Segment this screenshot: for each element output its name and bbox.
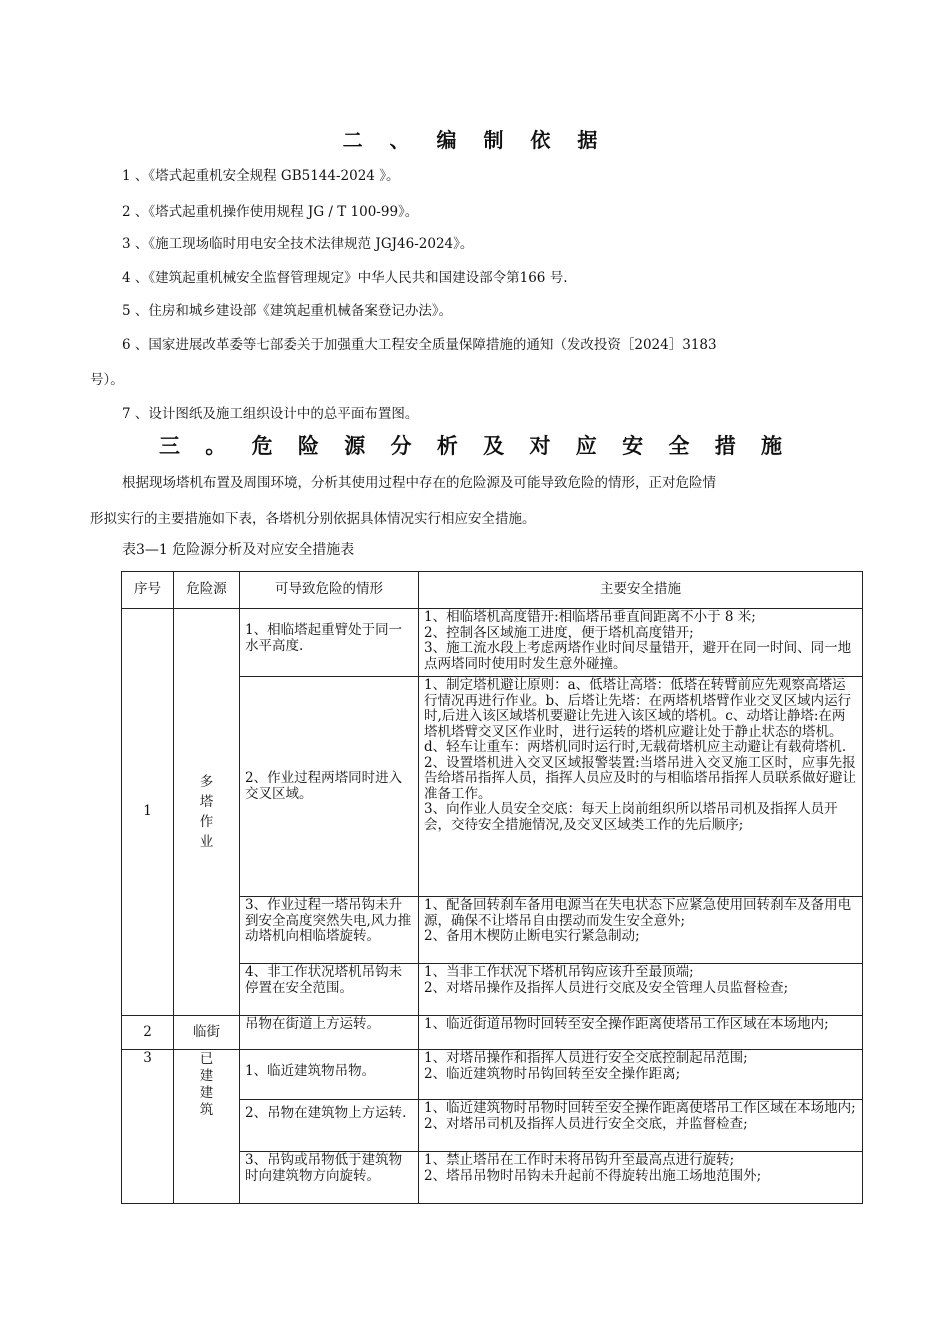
measure-item: 2、塔吊吊物时吊钩未升起前不得旋转出施工场地范围外; xyxy=(424,1167,762,1184)
measure-item: 2、临近建筑物时吊钩回转至安全操作距离; xyxy=(424,1065,681,1082)
intro-paragraph-line-2: 形拟实行的主要措施如下表，各塔机分别依据具体情况实行相应安全措施。 xyxy=(90,511,536,527)
measure-item: 1、配备回转刹车备用电源当在失电状态下应紧急使用回转刹车及备用电源，确保不让塔吊自由摆动而发生安全意外; xyxy=(424,897,852,929)
reference-6-line-2: 号）。 xyxy=(90,372,124,388)
hazard-source: 已建建筑 xyxy=(174,1050,240,1204)
measure-item: 1、临近街道吊物时回转至安全操作距离使塔吊工作区域在本场地内; xyxy=(424,1016,829,1032)
section-3-title: 三 。 危 险 源 分 析 及 对 应 安 全 措 施 xyxy=(158,434,792,458)
measure-item: 1、对塔吊操作和指挥人员进行安全交底控制起吊范围; xyxy=(424,1050,748,1066)
table-row xyxy=(122,1050,863,1100)
header-no: 序号 xyxy=(122,572,174,609)
hazard-situation: 3、吊钩或吊物低于建筑物时向建筑物方向旋转。 xyxy=(240,1152,419,1204)
measure-item: 2、对塔吊司机及指挥人员进行安全交底，并监督检查; xyxy=(424,1115,748,1132)
reference-4: 4 、《建筑起重机械安全监督管理规定》中华人民共和国建设部令第166 号. xyxy=(122,270,568,286)
measure-item: 1、当非工作状况下塔机吊钩应该升至最顶端; xyxy=(424,964,694,980)
hazard-situation: 4、非工作状况塔机吊钩未停置在安全范围。 xyxy=(240,964,419,1016)
table-caption: 表3—1 危险源分析及对应安全措施表 xyxy=(122,542,355,558)
measure-item: 1、制定塔机避让原则：a、低塔让高塔：低塔在转臂前应先观察高塔运行情况再进行作业。b、后塔让先塔：在两塔机塔臂作业交叉区域内运行时,后进入该区域塔机要避让先进入该区域的塔机。c、动塔让静塔:在两塔机塔臂交叉区作业时，进行运转的塔机应避让处于静止状态的塔机。d、轻车让重车：两塔机同时运行时,无载荷塔机应主动避让有载荷塔机. xyxy=(424,677,852,755)
hazard-source: 临街 xyxy=(174,1016,240,1050)
hazard-situation: 1、相临塔起重臂处于同一水平高度. xyxy=(240,609,419,677)
row-number: 1 xyxy=(122,609,174,1016)
measure-item: 2、控制各区域施工进度，便于塔机高度错开; xyxy=(424,624,694,641)
header-source: 危险源 xyxy=(174,572,240,609)
measure-item: 1、禁止塔吊在工作时未将吊钩升至最高点进行旋转; xyxy=(424,1152,735,1168)
reference-7: 7 、设计图纸及施工组织设计中的总平面布置图。 xyxy=(122,406,419,422)
reference-5: 5 、住房和城乡建设部《建筑起重机械备案登记办法》。 xyxy=(122,303,453,319)
hazard-table xyxy=(121,571,863,1204)
measure-item: 2、对塔吊操作及指挥人员进行交底及安全管理人员监督检查; xyxy=(424,979,789,996)
section-2-title: 二 、 编 制 依 据 xyxy=(342,128,608,152)
safety-measures xyxy=(419,1100,863,1152)
safety-measures xyxy=(419,964,863,1016)
intro-paragraph-line-1: 根据现场塔机布置及周围环境，分析其使用过程中存在的危险源及可能导致危险的情形，正对危险情 xyxy=(122,475,716,491)
measure-item: 2、设置塔机进入交叉区域报警装置:当塔吊进入交叉施工区时，应事先报告给塔吊指挥人员，指挥人员应及时的与相临塔吊指挥人员联系做好避让准备工作。 xyxy=(424,754,856,802)
reference-6-line-1: 6 、国家进展改革委等七部委关于加强重大工程安全质量保障措施的通知（发改投资［2024］3183 xyxy=(122,337,717,353)
safety-measures xyxy=(419,609,863,677)
reference-1: 1 、《塔式起重机安全规程 GB5144-2024 》。 xyxy=(122,168,400,184)
hazard-situation: 1、临近建筑物吊物。 xyxy=(240,1050,419,1100)
measure-item: 1、相临塔机高度错开:相临塔吊垂直间距离不小于 8 米; xyxy=(424,609,756,625)
safety-measures xyxy=(419,1152,863,1204)
reference-3: 3 、《施工现场临时用电安全技术法律规范 JGJ46-2024》。 xyxy=(122,236,474,252)
header-situation: 可导致危险的情形 xyxy=(240,572,419,609)
measure-item: 3、向作业人员安全交底：每天上岗前组织所以塔吊司机及指挥人员开会，交待安全措施情况,及交叉区域类工作的先后顺序; xyxy=(424,801,838,833)
reference-2: 2 、《塔式起重机操作使用规程 JG / T 100-99》。 xyxy=(122,204,419,220)
hazard-situation: 2、作业过程两塔同时进入交叉区域。 xyxy=(240,677,419,897)
hazard-source: 多塔作业 xyxy=(174,609,240,1016)
measure-item: 1、临近建筑物时吊物时回转至安全操作距离使塔吊工作区域在本场地内; xyxy=(424,1100,856,1116)
row-number: 2 xyxy=(122,1016,174,1050)
hazard-situation: 2、吊物在建筑物上方运转. xyxy=(240,1100,419,1152)
safety-measures xyxy=(419,897,863,964)
safety-measures xyxy=(419,677,863,897)
table-row xyxy=(122,609,863,677)
measure-item: 3、施工流水段上考虑两塔作业时间尽量错开，避开在同一时间、同一地点两塔同时使用时发生意外碰撞。 xyxy=(424,640,852,672)
safety-measures xyxy=(419,1016,863,1050)
safety-measures xyxy=(419,1050,863,1100)
hazard-situation: 吊物在街道上方运转。 xyxy=(240,1016,419,1050)
table-header-row xyxy=(122,572,863,609)
header-measures: 主要安全措施 xyxy=(419,572,863,609)
hazard-situation: 3、作业过程一塔吊钩未升到安全高度突然失电,风力推动塔机向相临塔旋转。 xyxy=(240,897,419,964)
table-row xyxy=(122,1016,863,1050)
row-number: 3 xyxy=(122,1050,174,1204)
measure-item: 2、备用木楔防止断电实行紧急制动; xyxy=(424,928,640,944)
